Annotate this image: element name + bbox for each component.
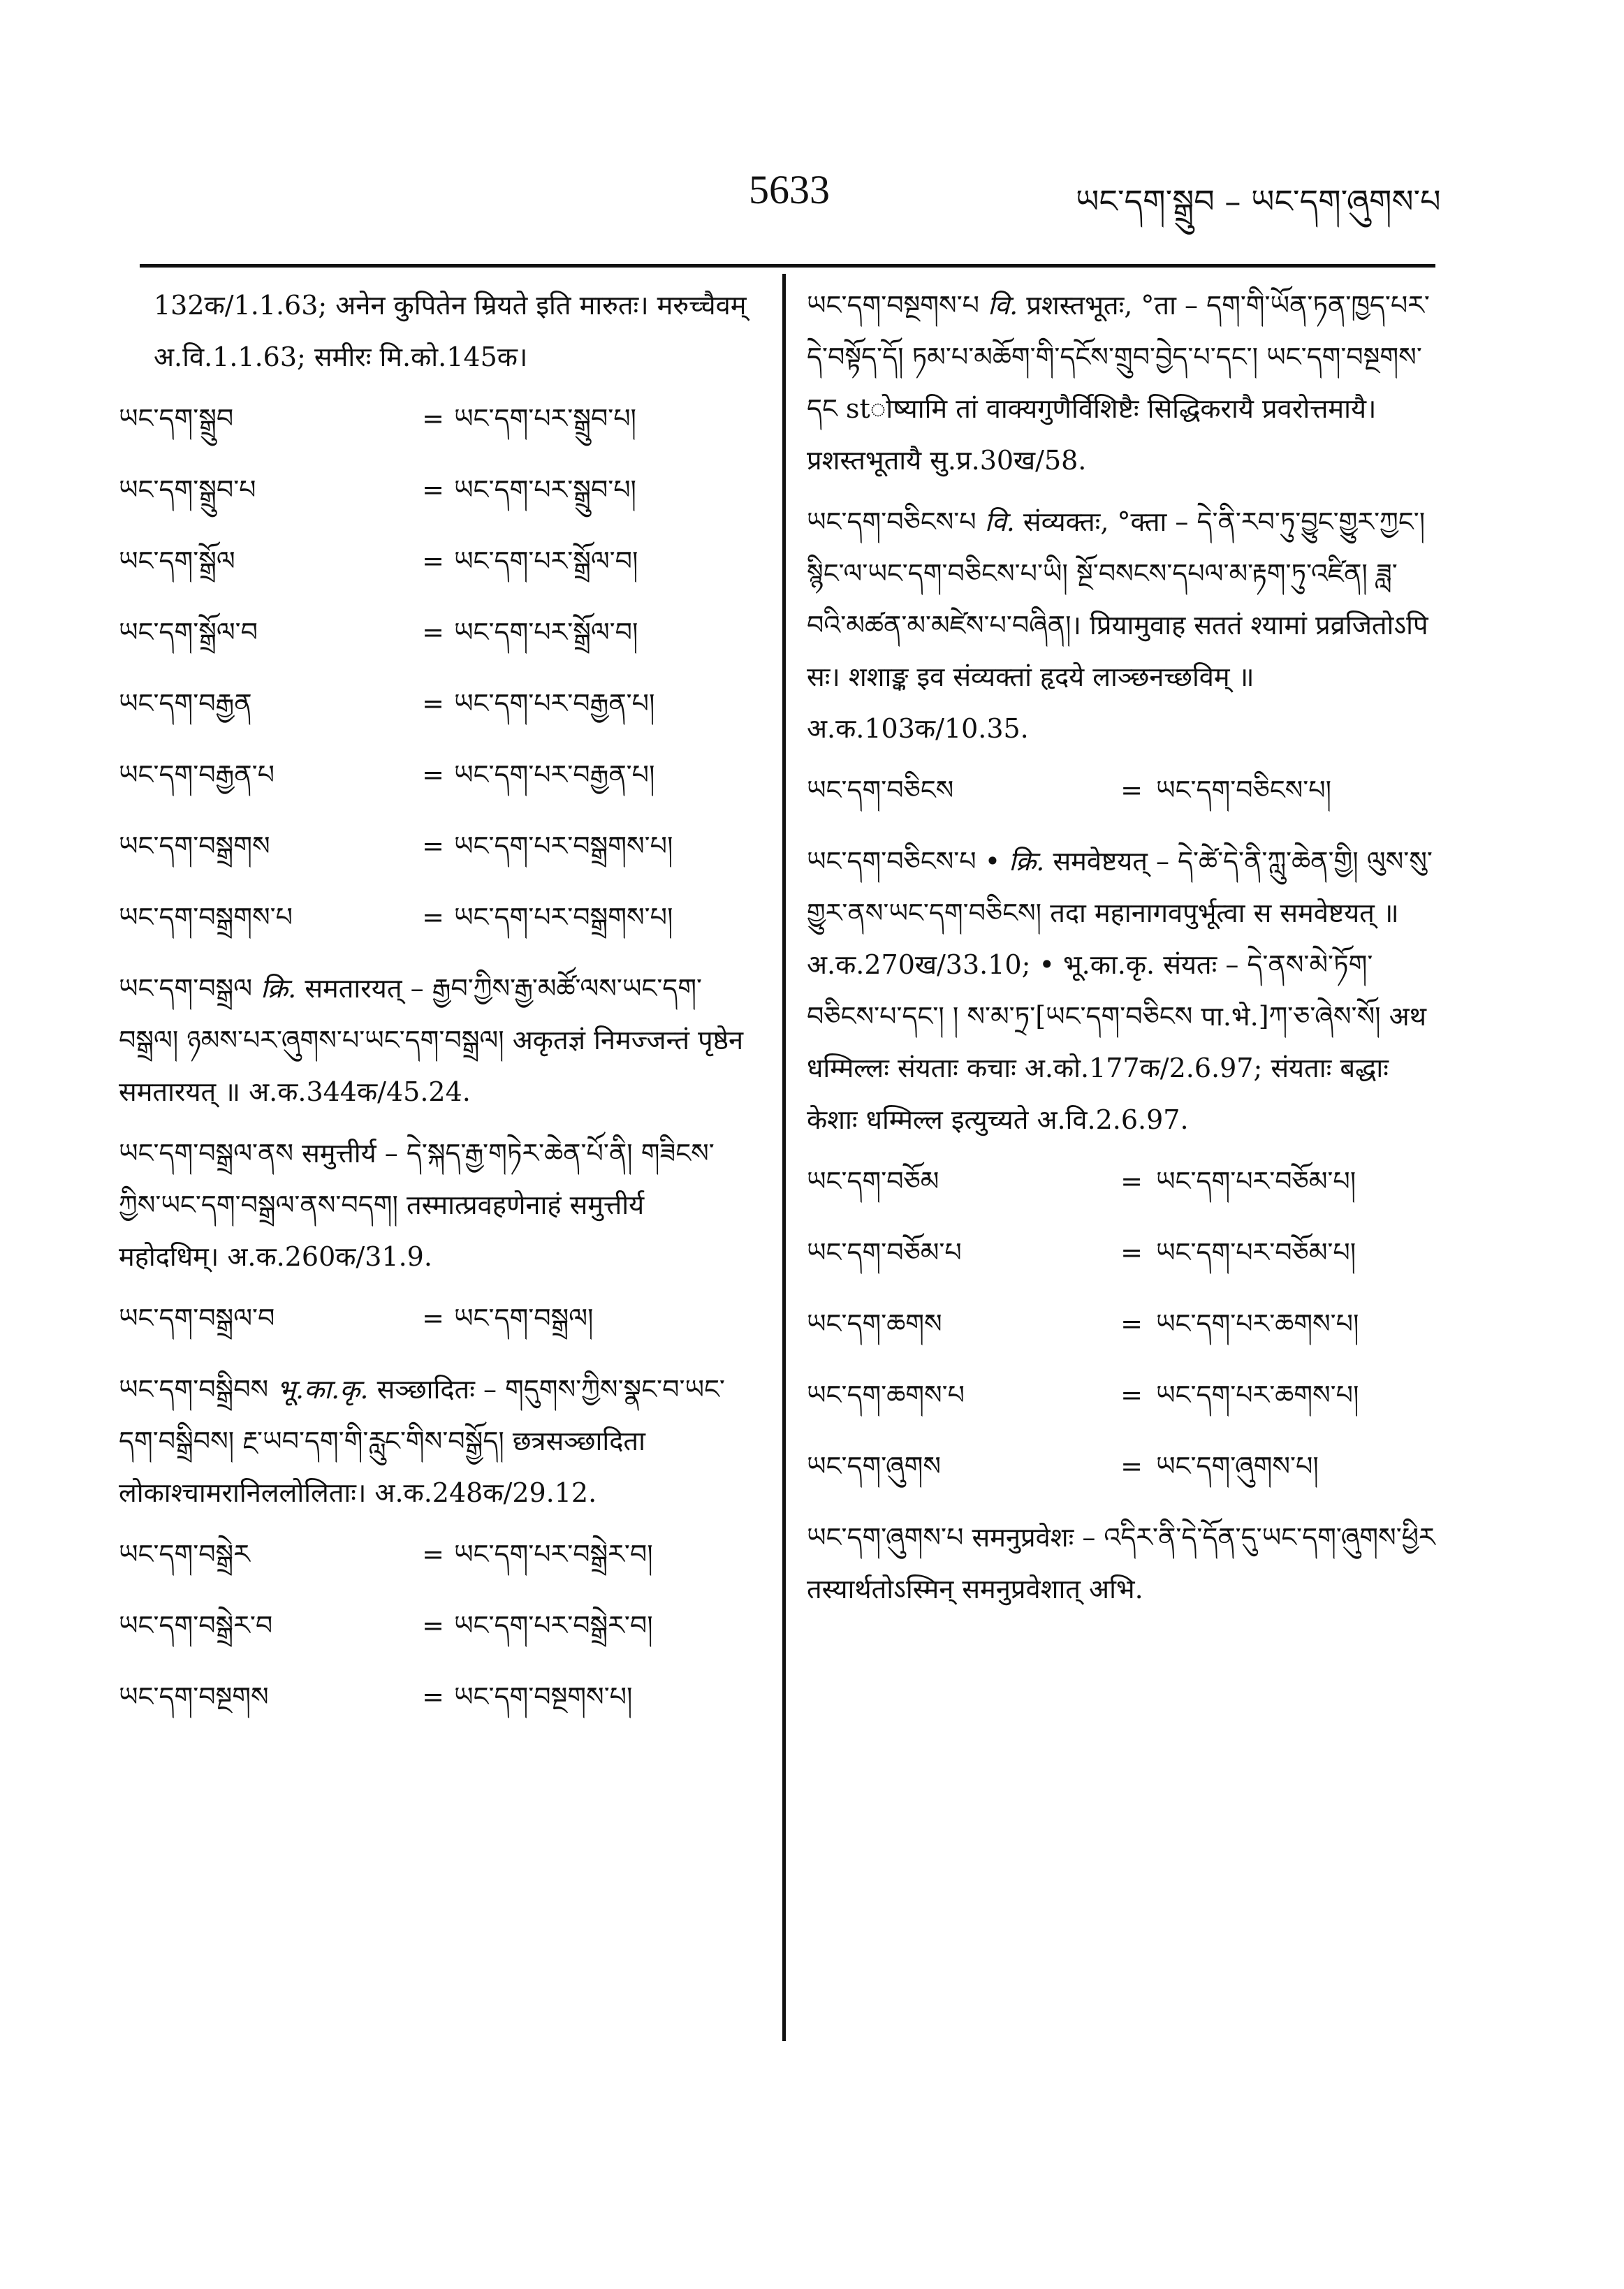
xref-row bbox=[807, 1155, 1435, 1227]
xref-target: ཡང་དག་པར་སྒྲོལ་བ། bbox=[454, 617, 638, 648]
xref-head: ཡང་དག་སྒྲུབ bbox=[119, 403, 234, 434]
entry-grammar: क्रि. bbox=[261, 973, 297, 1004]
xref-row bbox=[119, 749, 747, 820]
xref-equals: = bbox=[422, 1539, 444, 1570]
xref-row bbox=[119, 1600, 747, 1671]
xref-head: ཡང་དག་ཞུགས bbox=[807, 1451, 942, 1482]
xref-row bbox=[119, 535, 747, 606]
dictionary-entry bbox=[119, 1127, 747, 1282]
dictionary-entry bbox=[807, 496, 1435, 754]
entry-body: संव्यक्तः, °क्ता – དེ་ནི་རབ་ཏུ་བྱུང་གྱུར་ཀྱང་། སྙིང་ལ་ཡང་དག་བཅིངས་པ་ཡི། སྔོ་བསངས་དཔལ་མ་རྟག་ཏུ་འཛིན། ཟླ་བའི་མཚན་མ་མཛེས་པ་བཞིན།। प्रियामुवाह सततं श्यामां प्रव्रजितोऽपि सः। शशाङ्क इव संव्यक्तां हृदये लाञ्छनच्छविम् ॥ अ.क.103क/10.35. bbox=[807, 506, 1428, 744]
xref-row bbox=[119, 464, 747, 535]
dictionary-entry bbox=[119, 1363, 747, 1519]
xref-target: ཡང་དག་པར་བསྒྲགས་པ། bbox=[454, 902, 673, 933]
xref-target: ཡང་དག་པར་བརྒྱན་པ། bbox=[454, 688, 655, 719]
xref-equals: = bbox=[422, 617, 444, 648]
dictionary-entry bbox=[807, 279, 1435, 486]
xref-equals: = bbox=[422, 1610, 444, 1641]
running-head: ཡང་དག་སྒྲུབ – ཡང་དག་ཞུགས་པ bbox=[1076, 182, 1441, 220]
entry-headword: ཡང་དག་བཅིངས་པ bbox=[807, 846, 976, 877]
entry-headword: ཡང་དག་བསྔགས་པ bbox=[807, 290, 980, 321]
xref-target: ཡང་དག་པར་ཆགས་པ། bbox=[1156, 1308, 1359, 1339]
xref-target: ཡང་དག་པར་བཅོམ་པ། bbox=[1156, 1166, 1356, 1197]
xref-row bbox=[119, 606, 747, 678]
xref-row bbox=[807, 1369, 1435, 1440]
xref-equals: = bbox=[422, 1681, 444, 1712]
xref-equals: = bbox=[422, 403, 444, 434]
xref-row bbox=[119, 891, 747, 963]
xref-equals: = bbox=[422, 759, 444, 790]
xref-equals: = bbox=[1120, 1380, 1143, 1410]
xref-head: ཡང་དག་བསྒྲེར་བ bbox=[119, 1610, 273, 1641]
xref-equals: = bbox=[422, 546, 444, 576]
xref-equals: = bbox=[422, 1303, 444, 1333]
entry-grammar: भू.का.कृ. bbox=[277, 1374, 369, 1405]
xref-equals: = bbox=[1120, 1308, 1143, 1339]
entry-headword: ཡང་དག་བཅིངས་པ bbox=[807, 506, 976, 537]
xref-row bbox=[807, 1440, 1435, 1512]
dictionary-entry bbox=[807, 835, 1435, 1146]
right-column bbox=[807, 279, 1435, 1625]
xref-head: ཡང་དག་བཅིངས bbox=[807, 775, 954, 805]
dictionary-entry bbox=[119, 963, 747, 1118]
xref-row bbox=[807, 1298, 1435, 1369]
continuation-text: 132क/1.1.63; अनेन कुपितेन म्रियते इति मारुतः। मरुच्चैवम् अ.वि.1.1.63; समीरः मि.को.145क। bbox=[154, 290, 747, 372]
xref-head: ཡང་དག་ཆགས་པ bbox=[807, 1380, 965, 1410]
xref-head: ཡང་དག་བརྒྱན་པ bbox=[119, 759, 275, 790]
xref-head: ཡང་དག་བསྒྲགས་པ bbox=[119, 902, 293, 933]
xref-equals: = bbox=[1120, 1451, 1143, 1482]
dictionary-entry bbox=[807, 1512, 1435, 1615]
xref-equals: = bbox=[422, 831, 444, 861]
entry-body: समुत्तीर्य – དེ་སྐད་རྒྱ་གཏེར་ཆེན་པོ་ནི། གཟིངས་ཀྱིས་ཡང་དག་བསྒྲལ་ནས་བདག། तस्मात्प्रवहणेनाहं समुत्तीर्य महोदधिम्। अ.क.260क/31.9. bbox=[119, 1138, 715, 1272]
entry-headword: ཡང་དག་བསྒྲལ bbox=[119, 973, 253, 1004]
entry-headword: ཡང་དག་ཞུགས་པ bbox=[807, 1522, 964, 1553]
xref-row bbox=[119, 678, 747, 749]
xref-row bbox=[119, 1528, 747, 1600]
entry-grammar: वि. bbox=[984, 506, 1015, 537]
xref-head: ཡང་དག་བསྒྲེར bbox=[119, 1539, 250, 1570]
xref-target: ཡང་དག་པར་བརྒྱན་པ། bbox=[454, 759, 655, 790]
column-divider bbox=[782, 274, 786, 2041]
left-column bbox=[119, 279, 747, 1742]
entry-grammar: • क्रि. bbox=[984, 846, 1045, 877]
xref-target: ཡང་དག་པར་སྒྲོལ་བ། bbox=[454, 546, 638, 576]
xref-target: ཡང་དག་བཅིངས་པ། bbox=[1156, 775, 1332, 805]
xref-head: ཡང་དག་ཆགས bbox=[807, 1308, 942, 1339]
entry-headword: ཡང་དག་བསྒྲིབས bbox=[119, 1374, 269, 1405]
xref-group-b bbox=[119, 1528, 747, 1742]
xref-target: ཡང་དག་པར་སྒྲུབ་པ། bbox=[454, 474, 636, 505]
entry-headword: ཡང་དག་བསྒྲལ་ནས bbox=[119, 1138, 294, 1169]
xref-target: ཡང་དག་པར་བསྒྲེར་བ། bbox=[454, 1610, 653, 1641]
entry-body: समवेष्टयत् – དེ་ཚེ་དེ་ནི་ཀླུ་ཆེན་གྱི། ལུས་སུ་གྱུར་ནས་ཡང་དག་བཅིངས། तदा महानागवपुर्भूत्वा स समवेष्टयत् ॥ अ.क.270ख/33.10; • भू.का.कृ. संयतः – དེ་ནས་མེ་ཏོག་བཅིངས་པ་དང་། ། ས་མ་ཏྲ་[ཡང་དག་བཅིངས पा.भे.]ཀ་ཅ་ཞེས་སོ། अथ धम्मिल्लः संयताः कचाः अ.को.177क/2.6.97; संयताः बद्धाः केशाः धम्मिल्ल इत्युच्यते अ.वि.2.6.97. bbox=[807, 846, 1433, 1135]
entry-body: समतारयत् – རྒྱབ་ཀྱིས་རྒྱ་མཚོ་ལས་ཡང་དག་བསྒྲལ། ཉམས་པར་ཞུགས་པ་ཡང་དག་བསྒྲལ། अकृतज्ञं निमज्जन्तं पृष्ठेन समतारयत् ॥ अ.क.344क/45.24. bbox=[119, 973, 744, 1107]
entry-body: समनुप्रवेशः – འདིར་ནི་དེ་དོན་དུ་ཡང་དག་ཞུགས་ཕྱིར तस्यार्थतोऽस्मिन् समनुप्रवेशात् अभि. bbox=[807, 1522, 1435, 1604]
xref-target: ཡང་དག་པར་བསྒྲེར་བ། bbox=[454, 1539, 653, 1570]
xref-equals: = bbox=[422, 474, 444, 505]
xref-row bbox=[119, 1292, 747, 1363]
xref-equals: = bbox=[422, 688, 444, 719]
xref-target: ཡང་དག་བསྒྲལ། bbox=[454, 1303, 594, 1333]
xref-target: ཡང་དག་པར་ཆགས་པ། bbox=[1156, 1380, 1359, 1410]
xref-row bbox=[807, 1227, 1435, 1298]
xref-target: ཡང་དག་བསྔགས་པ། bbox=[454, 1681, 633, 1712]
xref-target: ཡང་དག་པར་སྒྲུབ་པ། bbox=[454, 403, 636, 434]
xref-target: ཡང་དག་པར་བཅོམ་པ། bbox=[1156, 1237, 1356, 1268]
xref-head: ཡང་དག་སྒྲོལ་བ bbox=[119, 617, 258, 648]
xref-head: ཡང་དག་བསྔགས bbox=[119, 1681, 269, 1712]
xref-row bbox=[119, 1671, 747, 1742]
xref-head: ཡང་དག་སྒྲུབ་པ bbox=[119, 474, 256, 505]
entry-body: प्रशस्तभूतः, °ता – དག་གི་ཡོན་ཏན་ཁྱད་པར་དེ་བསྟོད་དོ། ཏམ་པ་མཆོག་གི་དངོས་གྲུབ་བྱེད་པ་དང་། ཡང་དག་བསྔགས་དང stोष्यामि तां वाक्यगुणैर्विशिष्टैः सिद्धिकरायै प्रवरोत्तमायै। प्रशस्तभूतायै सु.प्र.30ख/58. bbox=[807, 290, 1430, 476]
xref-equals: = bbox=[422, 902, 444, 933]
xref-row bbox=[119, 393, 747, 464]
xref-row bbox=[807, 764, 1435, 835]
xref-group-a bbox=[119, 393, 747, 963]
header-rule bbox=[140, 264, 1435, 268]
xref-row bbox=[119, 820, 747, 891]
page-number: 5633 bbox=[749, 167, 830, 212]
xref-head: ཡང་དག་བཅོམ་པ bbox=[807, 1237, 962, 1268]
xref-target: ཡང་དག་ཞུགས་པ། bbox=[1156, 1451, 1319, 1482]
xref-target: ཡང་དག་པར་བསྒྲགས་པ། bbox=[454, 831, 673, 861]
xref-head: ཡང་དག་བསྒྲགས bbox=[119, 831, 270, 861]
xref-head: ཡང་དག་བརྒྱན bbox=[119, 688, 252, 719]
entry-body: सञ्छादितः – གདུགས་ཀྱིས་སྣང་བ་ཡང་དག་བསྒྲིབས། རྔ་ཡབ་དག་གི་རླུང་གིས་བསྒྱོད། छत्रसञ्छादिता लोकाश्चामरानिललोलिताः। अ.क.248क/29.12. bbox=[119, 1374, 725, 1508]
xref-head: ཡང་དག་བཅོམ bbox=[807, 1166, 939, 1197]
xref-group-c bbox=[807, 1155, 1435, 1512]
xref-equals: = bbox=[1120, 1237, 1143, 1268]
xref-equals: = bbox=[1120, 1166, 1143, 1197]
xref-equals: = bbox=[1120, 775, 1143, 805]
xref-head: ཡང་དག་སྒྲོལ bbox=[119, 546, 235, 576]
xref-head: ཡང་དག་བསྒྲལ་བ bbox=[119, 1303, 275, 1333]
entry-grammar: वि. bbox=[988, 290, 1018, 321]
